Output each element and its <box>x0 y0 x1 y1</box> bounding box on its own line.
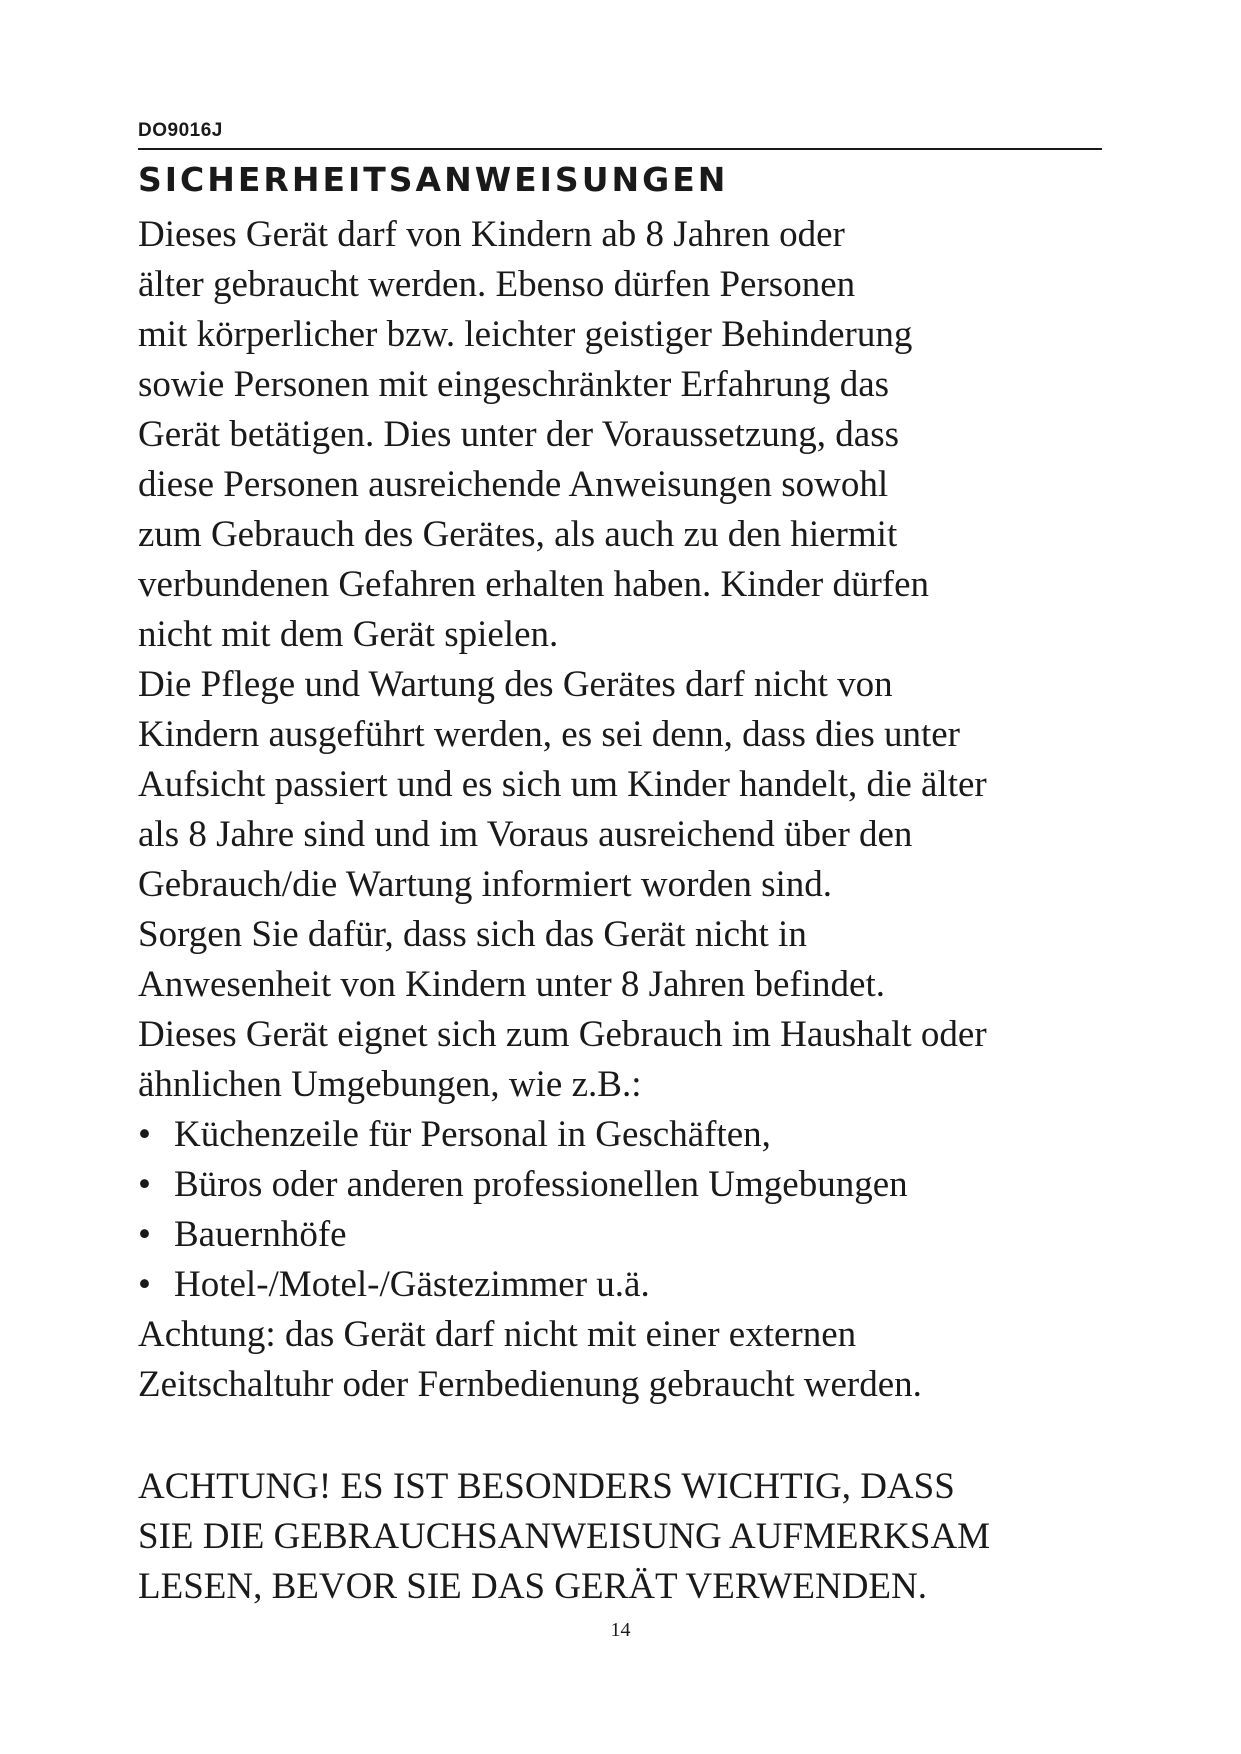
safety-text <box>138 210 1118 1410</box>
warning-line: SIE DIE GEBRAUCHSANWEISUNG AUFMERKSAM <box>138 1516 991 1557</box>
text-line: Die Pflege und Wartung des Gerätes darf nicht von <box>138 664 893 705</box>
bullet-icon: • <box>138 1164 151 1205</box>
list-item-text: Bauernhöfe <box>174 1214 347 1255</box>
text-line: Aufsicht passiert und es sich um Kinder handelt, die älter <box>138 764 987 805</box>
text-line: nicht mit dem Gerät spielen. <box>138 614 559 655</box>
text-line: Gebrauch/die Wartung informiert worden sind. <box>138 864 833 905</box>
text-line: älter gebraucht werden. Ebenso dürfen Personen <box>138 264 856 305</box>
bullet-icon: • <box>138 1264 151 1305</box>
list-item <box>138 1210 1118 1260</box>
text-line: verbundenen Gefahren erhalten haben. Kinder dürfen <box>138 564 930 605</box>
text-line: ähnlichen Umgebungen, wie z.B.: <box>138 1064 642 1105</box>
page-number: 14 <box>610 1619 631 1641</box>
text-line: Zeitschaltuhr oder Fernbedienung gebraucht werden. <box>138 1364 922 1405</box>
warning-line: LESEN, BEVOR SIE DAS GERÄT VERWENDEN. <box>138 1566 927 1607</box>
text-line: Kindern ausgeführt werden, es sei denn, dass dies unter <box>138 714 960 755</box>
section-heading: SICHERHEITSANWEISUNGEN <box>138 160 729 199</box>
list-item <box>138 1110 1118 1160</box>
warning-line: ACHTUNG! ES IST BESONDERS WICHTIG, DASS <box>138 1466 955 1507</box>
text-line: Gerät betätigen. Dies unter der Voraussetzung, dass <box>138 414 900 455</box>
text-line: als 8 Jahre sind und im Voraus ausreichend über den <box>138 814 913 855</box>
text-line: zum Gebrauch des Gerätes, als auch zu den hiermit <box>138 514 898 555</box>
text-line: sowie Personen mit eingeschränkter Erfahrung das <box>138 364 890 405</box>
text-line: Sorgen Sie dafür, dass sich das Gerät nicht in <box>138 914 807 955</box>
list-item <box>138 1160 1118 1210</box>
list-item-text: Hotel-/Motel-/Gästezimmer u.ä. <box>174 1264 650 1305</box>
text-line: Achtung: das Gerät darf nicht mit einer externen <box>138 1314 857 1355</box>
text-line: mit körperlicher bzw. leichter geistiger Behinderung <box>138 314 913 355</box>
list-item-text: Büros oder anderen professionellen Umgebungen <box>174 1164 908 1205</box>
text-line: Dieses Gerät darf von Kindern ab 8 Jahren oder <box>138 214 845 255</box>
text-line: Dieses Gerät eignet sich zum Gebrauch im Haushalt oder <box>138 1014 987 1055</box>
important-warning <box>138 1462 1118 1612</box>
text-line: diese Personen ausreichende Anweisungen sowohl <box>138 464 889 505</box>
usage-bullet-list <box>138 1110 1118 1310</box>
list-item-text: Küchenzeile für Personal in Geschäften, <box>174 1114 771 1155</box>
list-item <box>138 1260 1118 1310</box>
bullet-icon: • <box>138 1214 151 1255</box>
header-rule <box>138 148 1102 150</box>
bullet-icon: • <box>138 1114 151 1155</box>
text-line: Anwesenheit von Kindern unter 8 Jahren befindet. <box>138 964 885 1005</box>
model-number: DO9016J <box>138 120 223 141</box>
